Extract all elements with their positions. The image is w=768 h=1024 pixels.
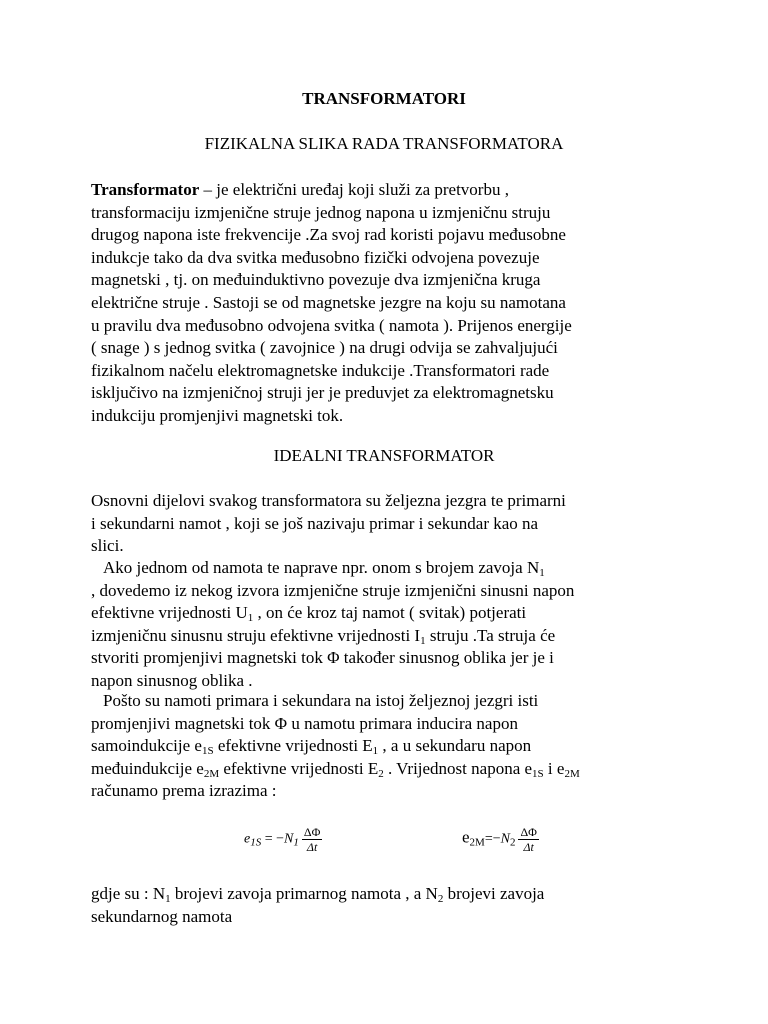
intro-line-1: Transformator – je električni uređaj koji služi za pretvorbu , [91,180,509,199]
document-title: TRANSFORMATORI [302,89,466,108]
intro-line-10: isključivo na izmjeničnoj struji jer je preduvjet za elektromagnetsku [91,383,554,403]
intro-line-7: u pravilu dva međusobno odvojena svitka ( namota ). Prijenos energije [91,315,572,335]
primary-line-2: , dovedemo iz nekog izvora izmjenične struje izmjenični sinusni napon [91,580,575,600]
induction-line-1: Pošto su namoti primara i sekundara na istoj željeznoj jezgri isti [103,691,539,710]
fraction-dphi-dt: $\frac{\Delta\Phi}{\Delta t}$ [520,825,537,854]
term-transformator: Transformator [91,180,200,199]
primary-line-1: Ako jednom od namota te naprave npr. onom s brojem zavoja $N_1$ [103,558,545,579]
intro-line-3: drugog napona iste frekvencije .Za svoj rad koristi pojavu međusobne [91,225,566,245]
induction-line-4: međuindukcije $e_{2M}$ efektivne vrijednosti $E_2$ . Vrijednost napona $e_{1S}$ i $e_{2M}$ [91,758,580,780]
induction-paragraph [91,690,691,803]
primary-winding-paragraph [91,557,691,693]
intro-line-4: indukcje tako da dva svitka međusobno fizički odvojena povezuje [91,247,540,267]
intro-line-11: indukciju promjenjivi magnetski tok. [91,405,344,425]
fraction-dphi-dt: $\frac{\Delta\Phi}{\Delta t}$ [303,825,321,854]
intro-line-6: električne struje . Sastoji se od magnetske jezgre na koju su namotana [91,292,566,312]
intro-line-8: ( snage ) s jednog svitka ( zavojnice ) na drugi odvija se zahvaljujući [91,338,558,358]
section-heading-ideal-transformer: IDEALNI TRANSFORMATOR [273,446,495,465]
windings-line-1: gdje su : $N_1$ brojevi zavoja primarnog namota , a $N_2$ brojevi zavoja [91,884,545,905]
primary-line-4: izmjeničnu sinusnu struju efektivne vrijednosti $I_1$ struju .Ta struja će [91,625,556,647]
windings-line-2: sekundarnog namota [91,906,233,926]
induction-line-3: samoindukcije $e_{1S}$ efektivne vrijednosti $E_1$ , a u sekundaru napon [91,736,532,758]
induction-line-2: promjenjivi magnetski tok Φ u namotu primara inducira napon [91,713,518,733]
intro-line-5: magnetski , tj. on međuinduktivno povezuje dva izmjenična kruga [91,270,541,290]
primary-line-3: efektivne vrijednosti $U_1$ , on će kroz taj namot ( svitak) potjerati [91,603,527,625]
induction-line-5: računamo prema izrazima : [91,781,277,801]
windings-definition-paragraph [91,883,691,928]
intro-line-9: fizikalnom načelu elektromagnetske indukcije .Transformatori rade [91,360,550,380]
formula-mutual-induction: $e_{2M}=-N_2$ $\frac{\Delta\Phi}{\Delta t}$ [462,825,537,854]
primary-line-6: napon sinusnog oblika . [91,670,253,690]
components-line-1: Osnovni dijelovi svakog transformatora su željezna jezgra te primarni [91,491,566,510]
formula-self-induction: $e_{1S} = -N_1$ $\frac{\Delta\Phi}{\Delta t}$ [244,825,321,854]
intro-paragraph [91,179,691,428]
components-line-3: slici. [91,536,124,556]
primary-line-5: stvoriti promjenjivi magnetski tok Φ također sinusnog oblika jer je i [91,648,554,668]
components-line-2: i sekundarni namot , koji se još nazivaju primar i sekundar kao na [91,513,539,533]
intro-line-2: transformaciju izmjenične struje jednog napona u izmjeničnu struju [91,202,551,222]
components-paragraph [91,490,691,558]
section-heading-physical-picture: FIZIKALNA SLIKA RADA TRANSFORMATORA [204,134,564,153]
